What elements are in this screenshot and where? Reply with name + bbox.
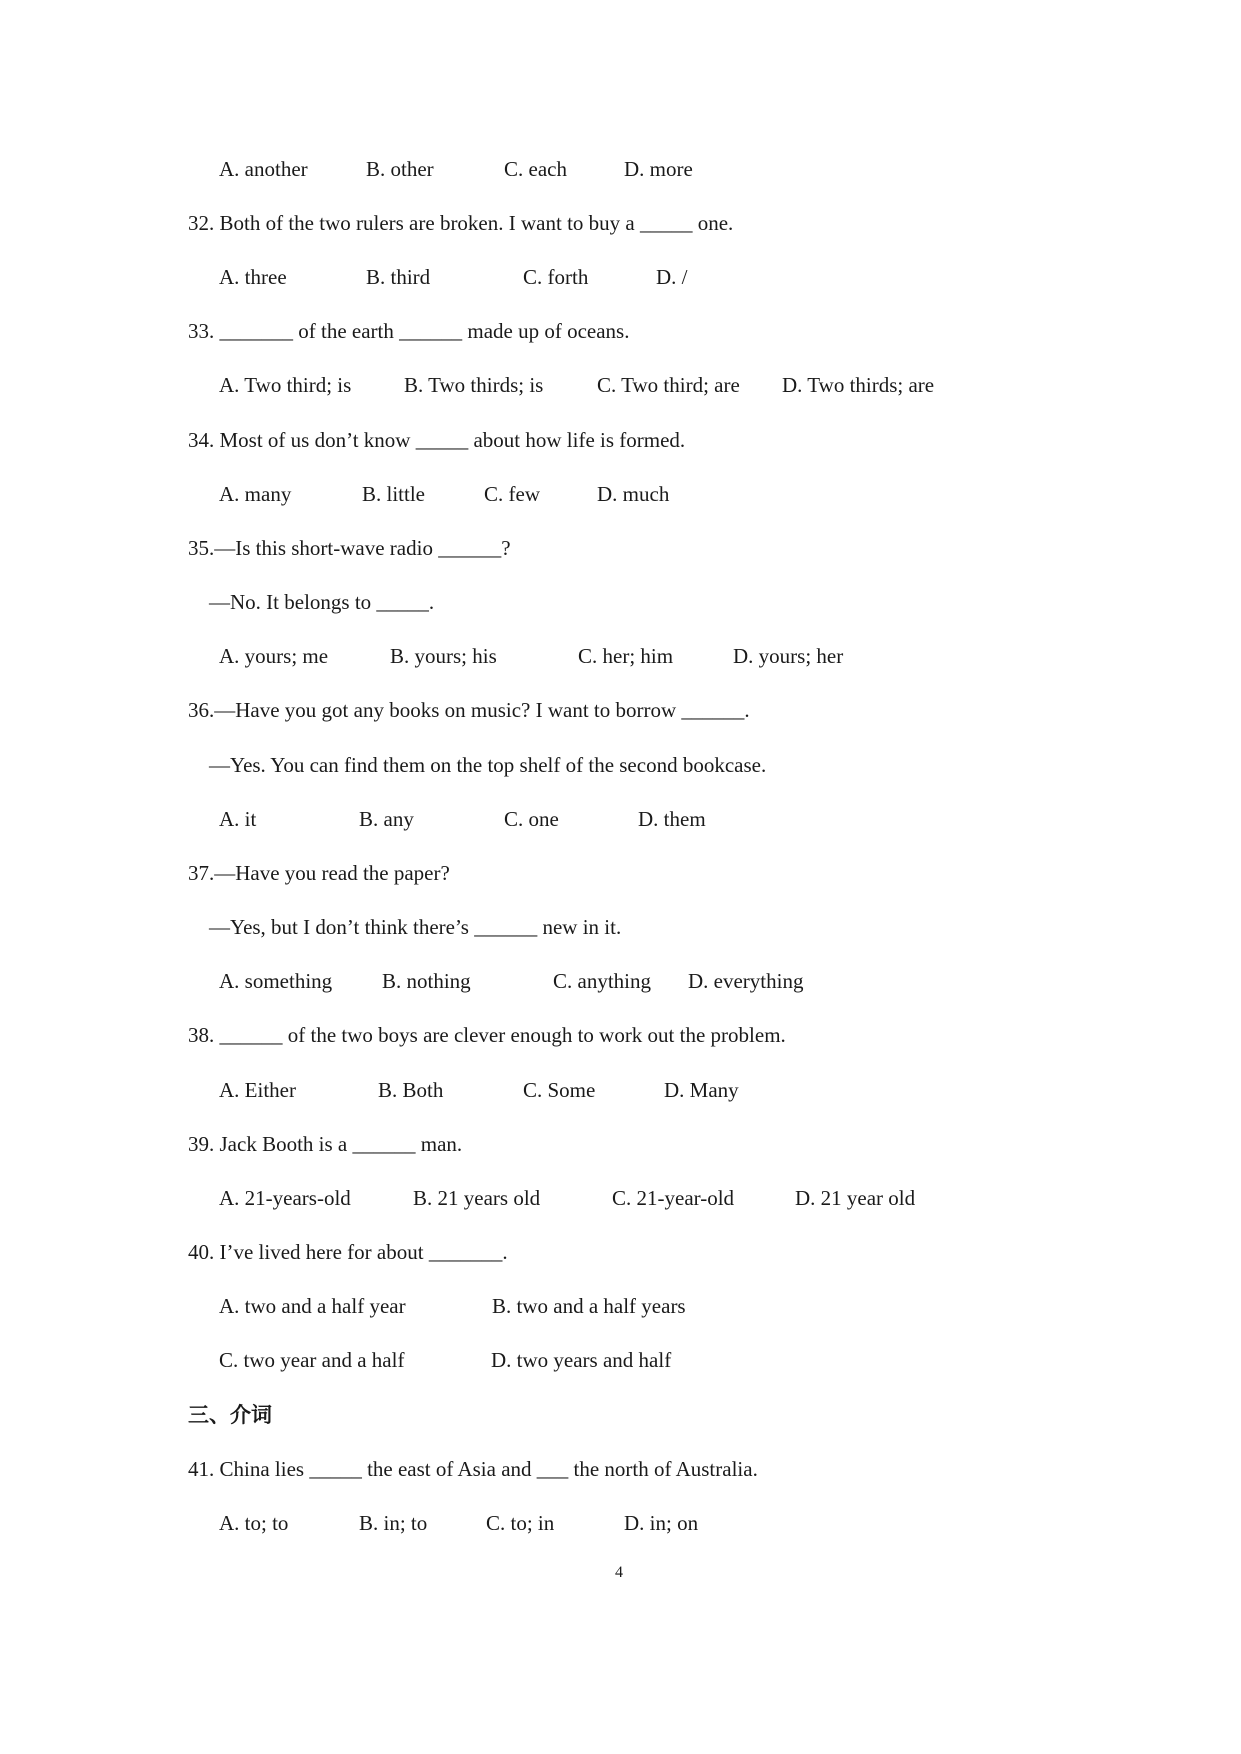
option-d: D. in; on <box>624 1511 699 1535</box>
option-c: C. her; him <box>578 644 674 668</box>
page-number: 4 <box>615 1564 623 1581</box>
option-b: B. Two thirds; is <box>404 373 544 397</box>
option-b: B. other <box>366 157 434 181</box>
question-stem: 37.—Have you read the paper? <box>188 861 450 885</box>
option-c: C. Two third; are <box>597 373 740 397</box>
option-c: C. anything <box>553 969 651 993</box>
question-stem: 41. China lies _____ the east of Asia and ___ the north of Australia. <box>188 1457 758 1481</box>
option-c: C. few <box>484 482 540 506</box>
question-stem: 40. I’ve lived here for about _______. <box>188 1240 508 1264</box>
option-d: D. Two thirds; are <box>782 373 935 397</box>
option-d: D. everything <box>688 969 804 993</box>
option-a: A. three <box>219 265 287 289</box>
option-c: C. two year and a half <box>219 1348 405 1372</box>
option-c: C. each <box>504 157 567 181</box>
question-stem: 33. _______ of the earth ______ made up of oceans. <box>188 319 630 343</box>
option-c: C. one <box>504 807 559 831</box>
option-d: D. / <box>656 265 688 289</box>
option-d: D. much <box>597 482 670 506</box>
question-stem: 34. Most of us don’t know _____ about how life is formed. <box>188 428 686 452</box>
option-c: C. to; in <box>486 1511 555 1535</box>
option-b: B. third <box>366 265 431 289</box>
option-a: A. to; to <box>219 1511 289 1535</box>
option-c: C. Some <box>523 1078 596 1102</box>
option-d: D. Many <box>664 1078 739 1102</box>
option-b: B. any <box>359 807 414 831</box>
option-a: A. Two third; is <box>219 373 352 397</box>
option-b: B. yours; his <box>390 644 497 668</box>
option-b: B. 21 years old <box>413 1186 541 1210</box>
option-b: B. two and a half years <box>492 1294 686 1318</box>
option-a: A. Either <box>219 1078 296 1102</box>
option-c: C. 21-year-old <box>612 1186 735 1210</box>
option-a: A. something <box>219 969 333 993</box>
option-a: A. two and a half year <box>219 1294 406 1318</box>
option-a: A. it <box>219 807 257 831</box>
option-d: D. them <box>638 807 706 831</box>
option-a: A. another <box>219 157 308 181</box>
question-stem: 32. Both of the two rulers are broken. I want to buy a _____ one. <box>188 211 734 235</box>
section-heading: 三、介词 <box>188 1403 272 1427</box>
option-c: C. forth <box>523 265 589 289</box>
option-a: A. yours; me <box>219 644 329 668</box>
option-a: A. 21-years-old <box>219 1186 351 1210</box>
question-stem: 36.—Have you got any books on music? I want to borrow ______. <box>188 698 750 722</box>
question-reply: —Yes. You can find them on the top shelf of the second bookcase. <box>209 753 767 777</box>
option-b: B. nothing <box>382 969 471 993</box>
option-b: B. in; to <box>359 1511 428 1535</box>
option-d: D. 21 year old <box>795 1186 916 1210</box>
option-d: D. two years and half <box>491 1348 672 1372</box>
question-stem: 35.—Is this short-wave radio ______? <box>188 536 511 560</box>
option-d: D. yours; her <box>733 644 844 668</box>
option-b: B. little <box>362 482 425 506</box>
question-stem: 39. Jack Booth is a ______ man. <box>188 1132 463 1156</box>
question-reply: —No. It belongs to _____. <box>209 590 435 614</box>
option-b: B. Both <box>378 1078 444 1102</box>
option-d: D. more <box>624 157 693 181</box>
option-a: A. many <box>219 482 292 506</box>
question-stem: 38. ______ of the two boys are clever enough to work out the problem. <box>188 1023 786 1047</box>
question-reply: —Yes, but I don’t think there’s ______ new in it. <box>209 915 622 939</box>
